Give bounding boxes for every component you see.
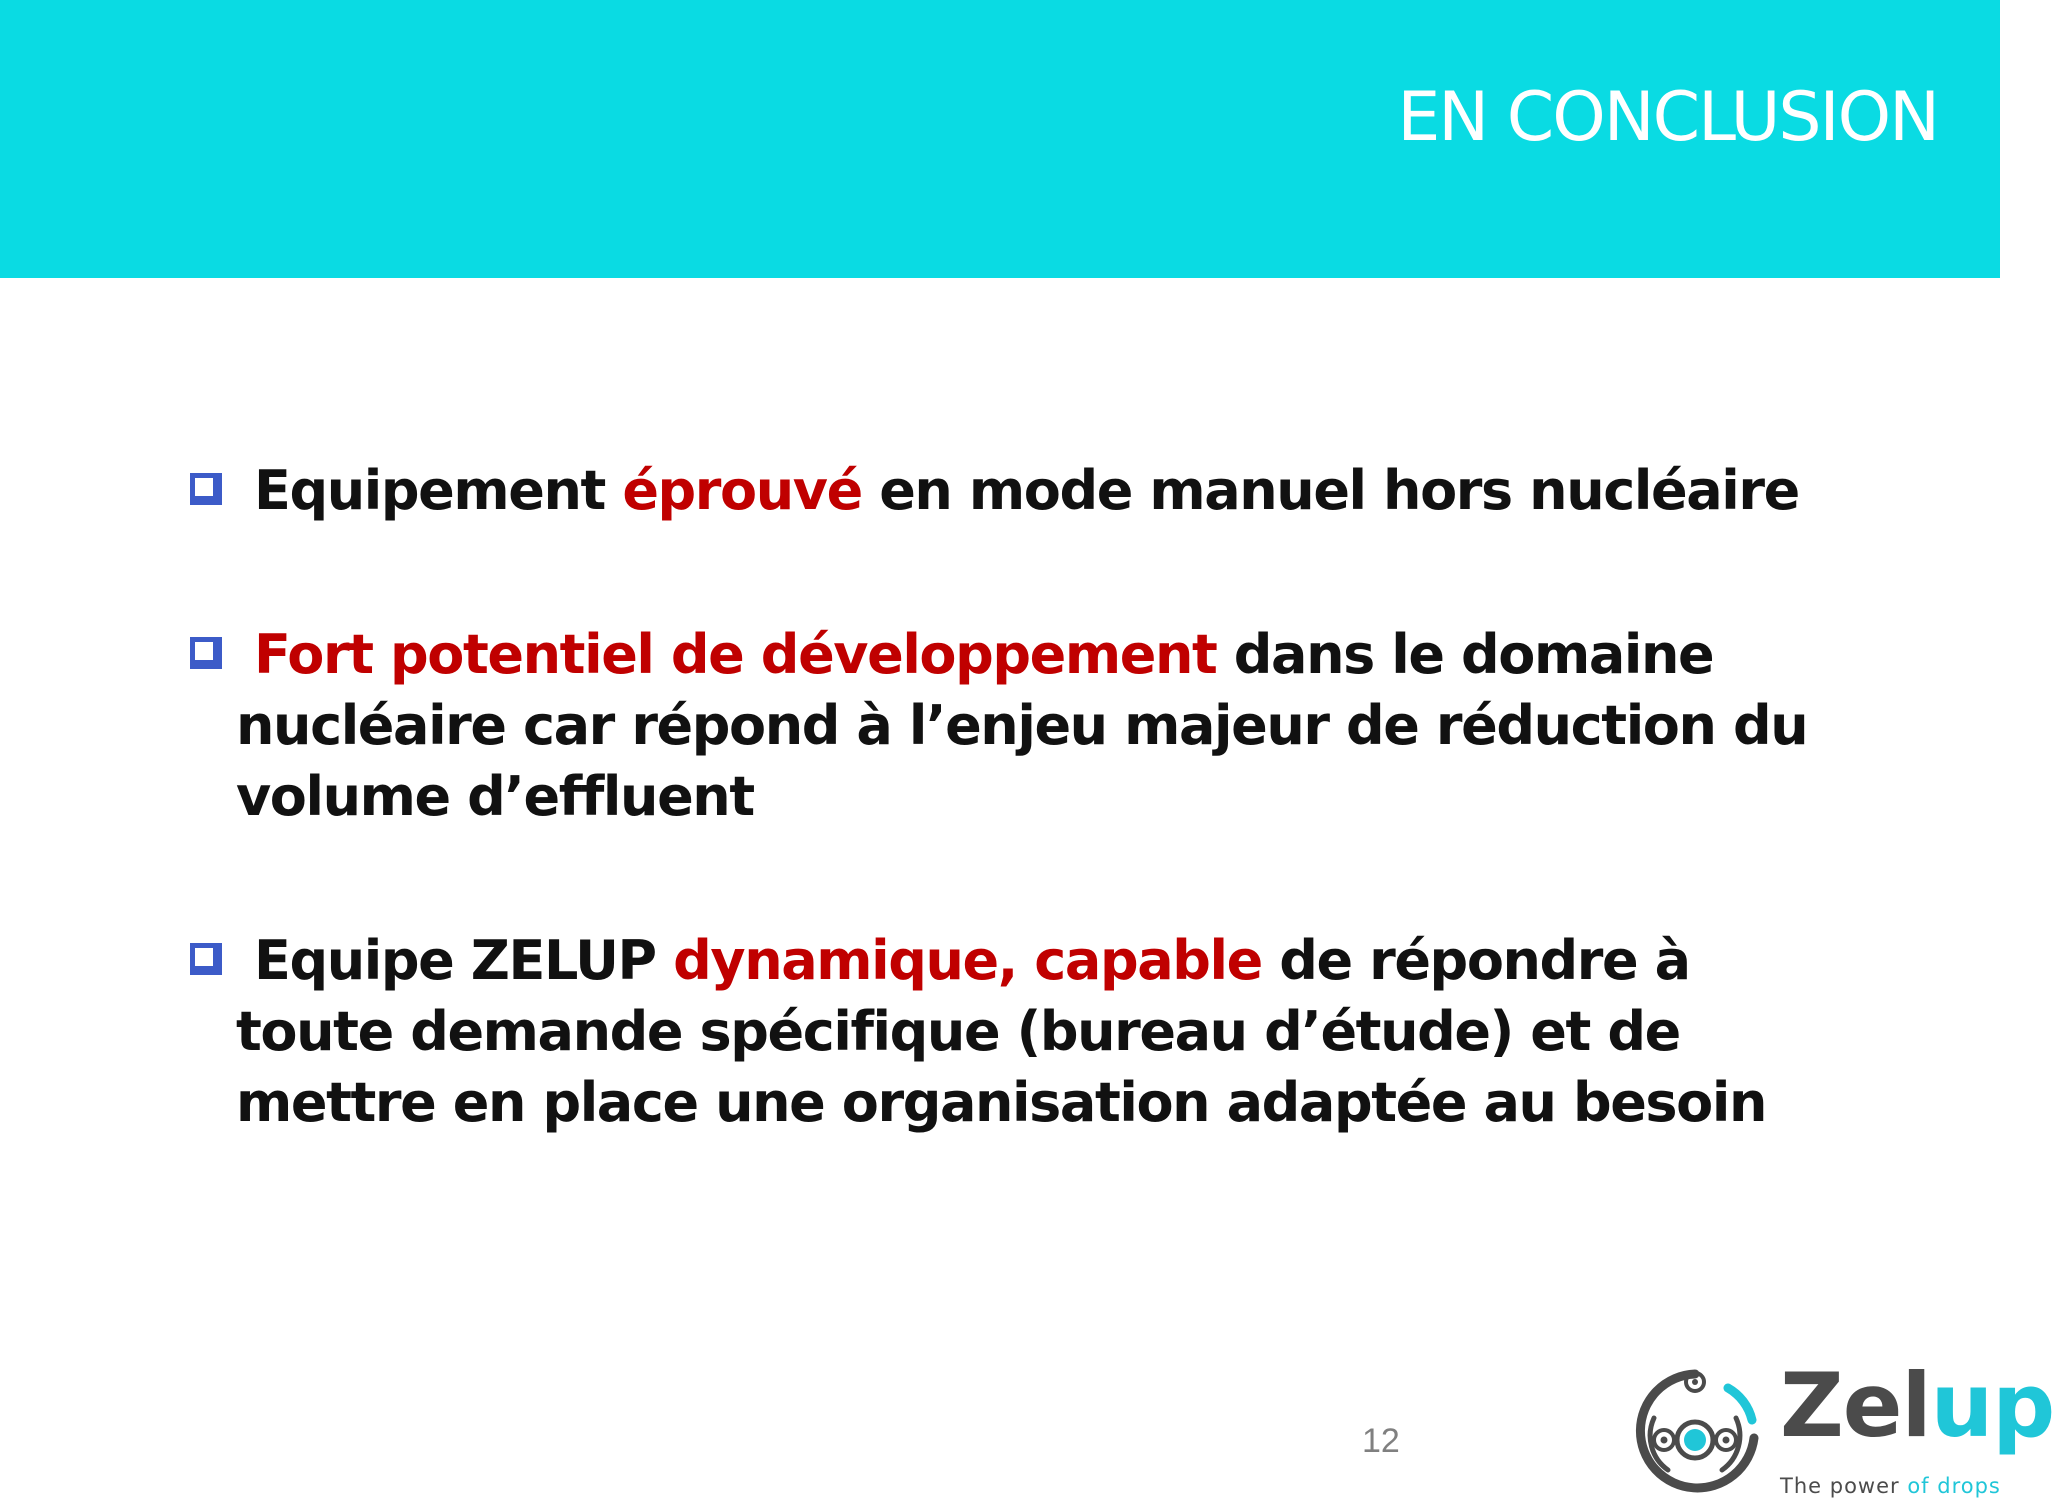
bullet-item-2 (190, 619, 1830, 832)
logo-tagline (1780, 1476, 2001, 1497)
bullet-text: dans le domaine nucléaire car répond à l’enjeu majeur de réduction du volume d’effluent (236, 623, 1808, 828)
bullet-text: Equipement (254, 459, 623, 522)
tagline-part: of drops (1907, 1474, 2001, 1498)
bullet-item-1 (190, 455, 1830, 526)
page-number: 12 (1362, 1422, 1400, 1460)
zelup-drops-icon (1622, 1358, 1768, 1500)
tagline-part: The power (1780, 1474, 1908, 1498)
bullet-text: en mode manuel hors nucléaire (861, 459, 1799, 522)
bullet-highlight: dynamique, capable (673, 929, 1262, 992)
bullet-highlight: Fort potentiel de développement (254, 623, 1217, 686)
checkbox-square-icon (190, 637, 222, 669)
logo-wordmark (1780, 1354, 2054, 1457)
checkbox-square-icon (190, 473, 222, 505)
bullet-item-3 (190, 925, 1830, 1138)
zelup-logo (1622, 1354, 2054, 1500)
logo-word-part: Zel (1780, 1354, 1931, 1457)
bullet-highlight: éprouvé (622, 459, 862, 522)
bullet-text: Equipe ZELUP (254, 929, 674, 992)
checkbox-square-icon (190, 943, 222, 975)
slide-title: EN CONCLUSION (1397, 78, 1938, 157)
bullet-list (190, 455, 1830, 1138)
logo-word-part: up (1930, 1354, 2054, 1457)
bullet-text: de répondre à toute demande spécifique (bureau d’étude) et de mettre en place une organisation adaptée au besoin (236, 929, 1767, 1134)
